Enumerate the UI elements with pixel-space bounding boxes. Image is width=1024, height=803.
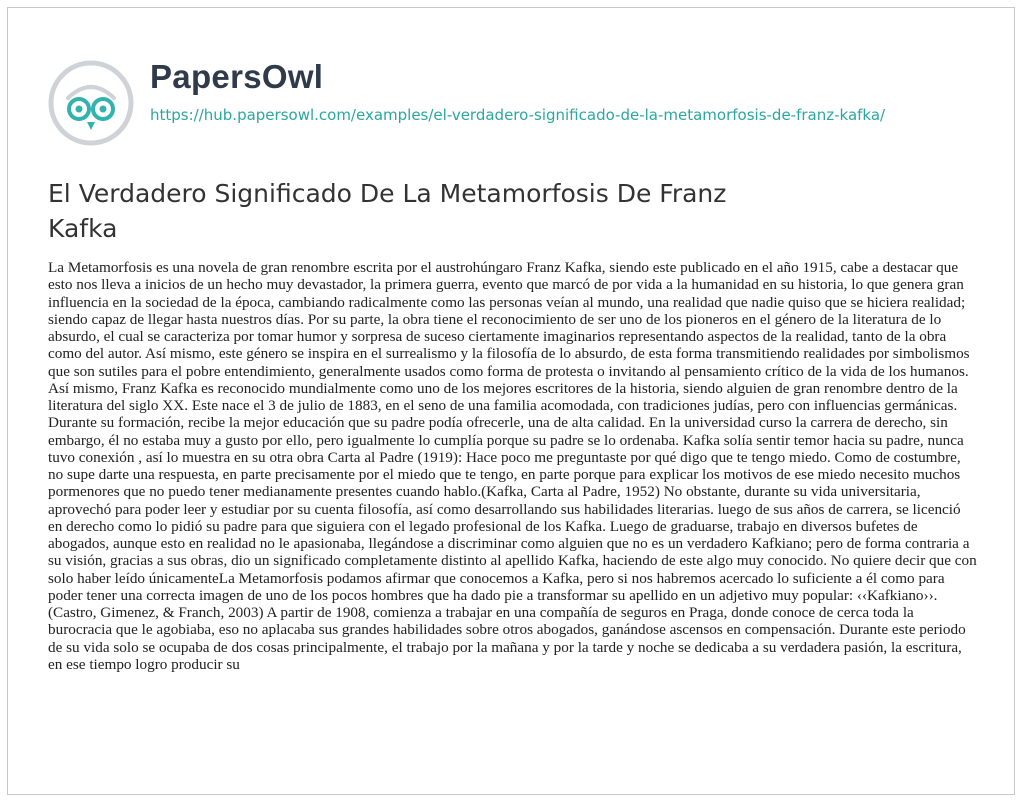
- essay-title: El Verdadero Significado De La Metamorfosis De Franz Kafka: [48, 179, 727, 243]
- source-url-link[interactable]: https://hub.papersowl.com/examples/el-verdadero-significado-de-la-metamorfosis-de-franz-kafka/: [150, 106, 886, 124]
- brand-name: PapersOwl: [150, 58, 324, 95]
- essay-body-text: La Metamorfosis es una novela de gran renombre escrita por el austrohúngaro Franz Kafka, siendo este publicado en el año 1915, cabe a destacar que esto nos lleva a inicios de un hecho muy devastador, la primera guerra, evento que marcó de por vida a la humanidad en su historia, lo que genera gran influencia en la sociedad de la época, cambiando radicalmente como las personas veían al mundo, una realidad que nadie quiso que se hiciera realidad; siendo capaz de llegar hasta nuestros días. Por su parte, la obra tiene el reconocimiento de ser uno de los pioneros en el género de la literatura de lo absurdo, el cual se caracteriza por tomar humor y sorpresa de suceso ciertamente imaginarios representando aspectos de la realidad, tanto de la obra como del autor. Así mismo, este género se inspira en el surrealismo y la filosofía de lo absurdo, de esta forma transmitiendo realidades por simbolismos que son sutiles para el pobre entendimiento, generalmente usados como forma de protesta o invitando al pensamiento crítico de la vida de los humanos. Así mismo, Franz Kafka es reconocido mundialmente como uno de los mejores escritores de la historia, siendo alguien de gran renombre dentro de la literatura del siglo XX. Este nace el 3 de julio de 1883, en el seno de una familia acomodada, con tradiciones judías, pero con influencias germánicas. Durante su formación, recibe la mejor educación que su padre podía ofrecerle, una de alta calidad. En la universidad curso la carrera de derecho, sin embargo, él no estaba muy a gusto por ello, pero igualmente lo cumplía porque su padre se lo ordenaba. Kafka solía sentir temor hacia su padre, nunca tuvo conexión , así lo muestra en su otra obra Carta al Padre (1919): Hace poco me preguntaste por qué digo que te tengo miedo. Como de costumbre, no supe darte una respuesta, en parte precisamente por el miedo que te tengo, en parte porque para explicar los motivos de ese miedo necesito muchos pormenores que no puedo tener medianamente presentes cuando hablo.(Kafka, Carta al Padre, 1952) No obstante, durante su vida universitaria, aprovechó para poder leer y estudiar por su cuenta filosofía, así como desarrollando sus habilidades literarias. luego de sus años de carrera, se licenció en derecho como lo pidió su padre para que siguiera con el legado profesional de los Kafka. Luego de graduarse, trabajo en diversos bufetes de abogados, aunque esto en realidad no le apasionaba, llegándose a discriminar como alguien que no es un verdadero Kafkiano; pero de forma contraria a su visión, gracias a sus obras, dio un significado completamente distinto al apellido Kafka, haciendo de este algo muy conocido. No quiere decir que con solo haber leído únicamenteLa Metamorfosis podamos afirmar que conocemos a Kafka, pero si nos habremos acercado lo suficiente a él como para poder tener una correcta imagen de uno de los pocos hombres que ha dado pie a transformar su apellido en un adjetivo muy popular: ‹‹Kafkiano››. (Castro, Gimenez, & Franch, 2003) A partir de 1908, comienza a trabajar en una compañía de seguros en Praga, donde conoce de cerca toda la burocracia que le agobiaba, eso no aplacaba sus grandes habilidades sobre otros abogados, ganándose ascensos en compensación. Durante este periodo de su vida solo se ocupaba de dos cosas principalmente, el trabajo por la mañana y por la tarde y noche se dedicaba a su verdadera pasión, la escritura, en ese tiempo logro producir su: [48, 259, 977, 673]
- papersowl-logo-icon: [48, 60, 134, 146]
